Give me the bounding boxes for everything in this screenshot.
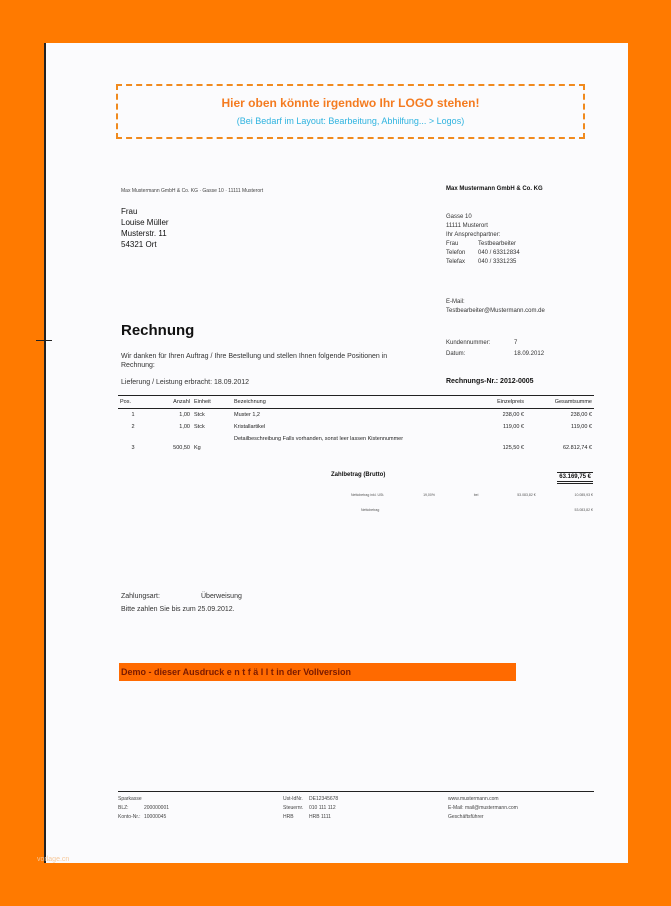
company-contact-block: [446, 213, 520, 267]
cell-total: 62.812,74 €: [562, 445, 592, 451]
footer-label: Steuernr.: [283, 805, 304, 811]
logo-title: Hier oben könnte irgendwo Ihr LOGO stehen!: [221, 96, 480, 110]
payment-note: Bitte zahlen Sie bis zum 25.09.2012.: [121, 606, 235, 613]
contact-label: Frau: [446, 241, 459, 247]
cell-total: 119,00 €: [570, 424, 592, 430]
col-header: Bezeichnung: [232, 396, 436, 409]
payment-method-label: Zahlungsart:: [121, 593, 160, 600]
footer-label: BLZ:: [118, 805, 129, 811]
cell-price: 119,00 €: [502, 424, 524, 430]
tax-rate: 19,00%: [423, 493, 435, 497]
cell-pos: 2: [131, 424, 135, 430]
customer-number: 7: [514, 340, 518, 346]
col-header: Einzelpreis: [436, 396, 526, 409]
footer: [118, 791, 594, 822]
tax-row: [351, 493, 593, 497]
sender-return-line: Max Mustermann GmbH & Co. KG · Gasse 10 · 11111 Musterort: [121, 188, 264, 194]
cell-price: 125,50 €: [502, 445, 524, 451]
cell-desc: Detailbeschreibung Falls vorhanden, sonst leer lassen Kistennummer: [234, 436, 404, 442]
tax-label: Nettobetrag inkl. USt.: [351, 493, 385, 497]
cell-price: 238,00 €: [502, 412, 524, 418]
col-header: Anzahl: [148, 396, 192, 409]
date-row: [446, 349, 544, 360]
table-row: [118, 409, 594, 422]
table-header-row: [118, 396, 594, 409]
cell-unit: Kg: [194, 445, 201, 451]
net-value: 53.083,82 €: [574, 508, 593, 512]
contact-person-label: Ihr Ansprechpartner:: [446, 232, 501, 238]
footer-value: DE12345678: [309, 796, 339, 802]
cell-qty: 1,00: [179, 412, 190, 418]
cell-total: 238,00 €: [570, 412, 592, 418]
invoice-number: Rechnungs-Nr.: 2012-0005: [446, 378, 534, 385]
footer-row: [283, 813, 448, 822]
cell-unit: Stck: [194, 412, 205, 418]
company-city: 11111 Musterort: [446, 223, 488, 229]
cell-qty: 500,50: [173, 445, 190, 451]
footer-row: [118, 804, 283, 813]
net-label: Nettobetrag: [361, 508, 380, 512]
footer-label: HRB: [283, 814, 294, 820]
footer-bank: [118, 795, 283, 822]
payment-method: Überweisung: [201, 593, 242, 600]
recipient-address: [121, 206, 169, 250]
total-value: 63.169,75 €: [557, 472, 593, 484]
contact-value: 040 / 3331235: [478, 259, 517, 265]
cell-unit: Stck: [194, 424, 205, 430]
col-header: Gesamtsumme: [526, 396, 594, 409]
table-row: [118, 421, 594, 433]
payment-info: [121, 590, 242, 616]
footer-label: Ust-IdNr.: [283, 796, 303, 802]
recipient-line: Louise Müller: [121, 218, 169, 227]
footer-row: [283, 804, 448, 813]
footer-label: Konto-Nr.:: [118, 814, 141, 820]
demo-banner: Demo - dieser Ausdruck e n t f ä l l t in der Vollversion: [119, 663, 516, 681]
date-label: Datum:: [446, 351, 466, 357]
footer-label: Sparkasse: [118, 796, 142, 802]
email-block: [446, 298, 545, 316]
cell-qty: 1,00: [179, 424, 190, 430]
contact-label: Telefon: [446, 250, 466, 256]
customer-info: [446, 338, 544, 360]
email-label: E-Mail:: [446, 299, 465, 305]
invoice-page: [44, 43, 628, 863]
tax-sep: bei: [473, 493, 479, 497]
watermark: vorlage.cn: [37, 856, 70, 863]
footer-row: [283, 795, 448, 804]
footer-web-link[interactable]: www.mustermann.com: [448, 796, 499, 802]
contact-row: [446, 249, 520, 258]
footer-web: [448, 795, 518, 822]
company-street: Gasse 10: [446, 214, 472, 220]
footer-tax: [283, 795, 448, 822]
tax-value: 10.085,93 €: [574, 493, 593, 497]
col-header: Pos.: [118, 396, 148, 409]
footer-value: 10000045: [144, 814, 167, 820]
company-name: Max Mustermann GmbH & Co. KG: [446, 186, 543, 192]
document-title: Rechnung: [121, 322, 195, 339]
col-header: Einheit: [192, 396, 232, 409]
footer-value: HRB 1111: [309, 814, 331, 820]
contact-label: Telefax: [446, 259, 466, 265]
recipient-line: 54321 Ort: [121, 240, 157, 249]
delivery-date: Lieferung / Leistung erbracht: 18.09.2012: [121, 379, 250, 386]
logo-subtitle: (Bei Bedarf im Layout: Bearbeitung, Abhilfung... > Logos): [236, 116, 465, 126]
footer-row: [118, 813, 283, 822]
footer-value: 010 111 112: [309, 805, 336, 811]
cell-desc: Kristallartikel: [234, 424, 266, 430]
customer-number-label: Kundennummer:: [446, 340, 491, 346]
recipient-line: Musterstr. 11: [121, 229, 167, 238]
line-items-table: [118, 395, 594, 454]
net-row: [361, 508, 593, 512]
invoice-date: 18.09.2012: [514, 351, 545, 357]
payment-method-row: [121, 590, 242, 603]
cell-pos: 3: [131, 445, 135, 451]
footer-manager: Geschäftsführer: [448, 814, 484, 820]
fold-mark: [36, 340, 52, 341]
recipient-line: Frau: [121, 207, 138, 216]
footer-email-link[interactable]: E-Mail: mail@mustermann.com: [448, 805, 518, 811]
email-value: Testbearbeiter@Mustermann.com.de: [446, 308, 545, 314]
table-row: [118, 433, 594, 454]
footer-value: 200000001: [144, 805, 170, 811]
contact-value: Testbearbeiter: [478, 241, 517, 247]
tax-base: 53.083,82 €: [517, 493, 536, 497]
logo-placeholder: [116, 84, 585, 139]
contact-value: 040 / 63312834: [478, 250, 520, 256]
intro-text: Wir danken für Ihren Auftrag / Ihre Bestellung und stellen Ihnen folgende Positionen in Rechnung:: [121, 353, 388, 369]
total-label: Zahlbetrag (Brutto): [331, 472, 386, 478]
footer-row: [118, 795, 283, 804]
customer-number-row: [446, 338, 544, 349]
contact-row: [446, 240, 520, 249]
contact-row: [446, 258, 520, 267]
cell-pos: 1: [131, 412, 135, 418]
total-row: [331, 472, 593, 484]
cell-desc: Muster 1,2: [234, 412, 260, 418]
